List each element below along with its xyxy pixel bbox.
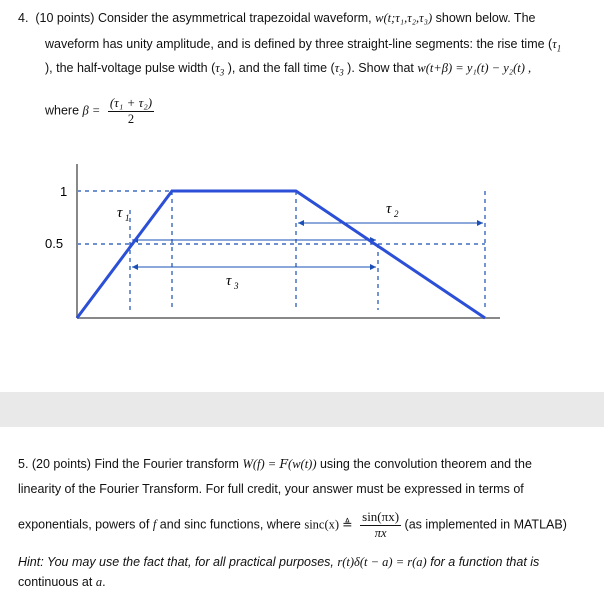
hint-line1 (18, 555, 539, 570)
beta-fraction (108, 95, 154, 127)
problem5-text3a: exponentials, powers of (18, 517, 150, 532)
trapezoid-waveform (77, 191, 485, 318)
problem4-text2: waveform has unity amplitude, and is defined by three straight-line segments: the rise time ( (45, 37, 553, 51)
tau3-label: τ (226, 273, 232, 289)
hint-line2 (18, 575, 106, 590)
problem4-text1b: shown below. The (435, 11, 536, 25)
hint-expression: r(t)δ(t − a) = r(a) (337, 555, 427, 569)
problem5-text3c: (as implemented in MATLAB) (404, 517, 567, 532)
problem5-text3b: and sinc functions, where (159, 517, 301, 532)
hint2-text: continuous at (18, 575, 93, 589)
problem4-text3a: ), the half-voltage pulse width ( (45, 61, 216, 75)
tau1-symbol: τ (552, 37, 557, 51)
problem5-line2 (18, 482, 524, 496)
sinc-fraction (360, 509, 401, 541)
problem4-text1: Consider the asymmetrical trapezoidal waveform, (97, 11, 372, 25)
beta-denominator: 2 (127, 112, 135, 126)
hint-label: Hint: You may use the fact that, for all practical purposes, (18, 555, 334, 569)
dimension-arrows (132, 220, 483, 270)
where-label: where (45, 103, 80, 118)
show-expression: w(t+β) = y₁(t) − y₂(t) , (417, 61, 532, 75)
problem5-text1b: using the convolution theorem and the (319, 457, 532, 471)
trapezoid-waveform-figure (0, 150, 604, 330)
tau2-subscript: 2 (394, 209, 399, 219)
problem4-text3c: ). Show that (347, 61, 414, 75)
fourier-operator: F (279, 456, 289, 471)
tau1-label: τ (117, 205, 123, 221)
fourier-expression: W(f) = (242, 457, 280, 471)
tau-labels (117, 201, 399, 291)
y-tick-1-label: 1 (60, 184, 68, 199)
problem4-line3: ), the half-voltage pulse width ($\tau_3$ ), and the fall time ($\tau_3$ ). Show that w(t+β) = y₁(t) − y₂(t) , (45, 61, 532, 78)
tau3-subscript: 3 (234, 281, 239, 291)
problem4-points: (10 points) (35, 11, 95, 25)
sinc-denominator: πx (374, 526, 387, 540)
hint2-variable: a (95, 575, 103, 589)
problem4-text3b: ), and the fall time ( (227, 61, 335, 75)
tau2-label: τ (386, 201, 392, 217)
hint-tail: for a function that is (430, 555, 540, 569)
problem5-text1: Find the Fourier transform (94, 457, 239, 471)
dashed-guides (77, 191, 485, 310)
sinc-lhs: sinc(x) ≜ (304, 517, 353, 532)
problem5-text2: linearity of the Fourier Transform. For full credit, your answer must be expressed in terms of (18, 482, 524, 496)
problem5-number-points: 5. (20 points) (18, 457, 91, 471)
problem5-line3 (18, 509, 567, 541)
problem-separator-band (0, 392, 604, 427)
sinc-numerator: sin(πx) (362, 509, 400, 524)
waveform-expression: w(t;τ₁,τ₂,τ₃) (375, 11, 433, 25)
problem5-line1 (18, 456, 532, 472)
beta-lhs: β = (82, 103, 101, 118)
f-variable: f (152, 517, 157, 532)
problem4-number: 4. (18, 11, 29, 25)
fourier-argument: (w(t)) (288, 457, 317, 471)
problem4-where-line (45, 95, 154, 127)
y-tick-05-label: 0.5 (45, 236, 64, 251)
beta-numerator: (τ₁ + τ₂) (109, 95, 153, 110)
hint2-end: . (102, 575, 106, 589)
tau1-subscript: 1 (125, 213, 130, 223)
problem4-line1 (18, 11, 535, 26)
problem4-line2: waveform has unity amplitude, and is defined by three straight-line segments: the rise time ($\tau_1$ (45, 37, 562, 54)
